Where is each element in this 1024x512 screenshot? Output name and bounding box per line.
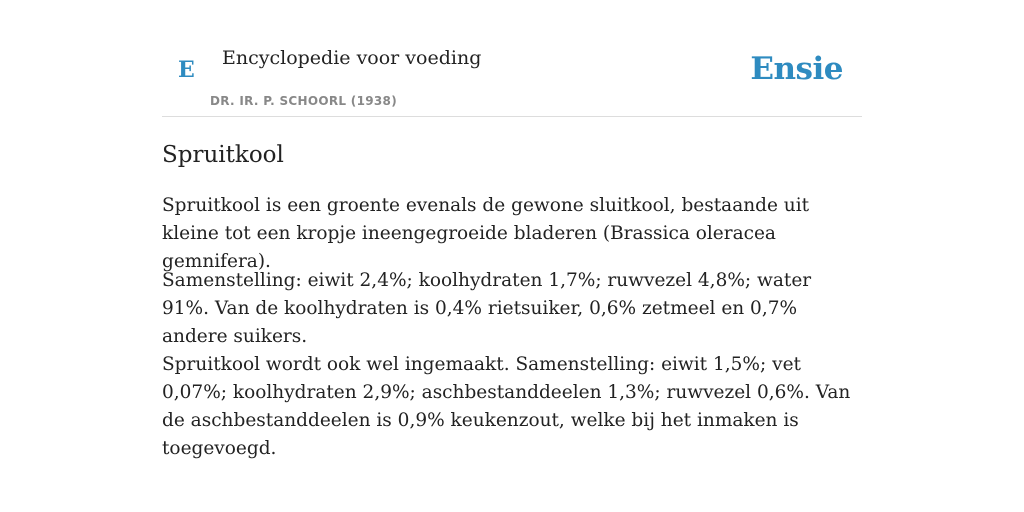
- article-title: Spruitkool: [162, 142, 284, 168]
- book-logo-icon[interactable]: E: [178, 57, 195, 83]
- page: [162, 0, 862, 459]
- article-paragraph: Spruitkool is een groente evenals de gewone sluitkool, bestaande uit kleine tot een kropje ineengegroeide bladeren (Brassica oleracea gemnifera).: [162, 195, 810, 272]
- ensie-logo[interactable]: Ensie: [750, 51, 843, 87]
- article-paragraph: Spruitkool wordt ook wel ingemaakt. Samenstelling: eiwit 1,5%; vet 0,07%; koolhydraten 2,9%; aschbestanddeelen 1,3%; ruwvezel 0,6%. Van de aschbestanddeelen is 0,9% keukenzout, welke bij het inmaken is toegevoegd.: [162, 354, 851, 459]
- book-author: DR. IR. P. SCHOORL (1938): [210, 94, 397, 108]
- book-title[interactable]: Encyclopedie voor voeding: [222, 47, 482, 69]
- article-paragraph: Samenstelling: eiwit 2,4%; koolhydraten 1,7%; ruwvezel 4,8%; water 91%. Van de koolhydraten is 0,4% rietsuiker, 0,6% zetmeel en 0,7% andere suikers.: [162, 270, 812, 347]
- book-header: [162, 0, 862, 117]
